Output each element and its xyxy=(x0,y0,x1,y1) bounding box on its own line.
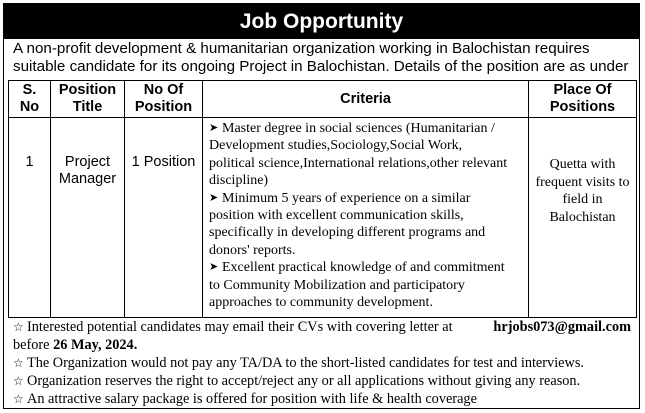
notes-section xyxy=(13,318,637,408)
note-text: An attractive salary package is offered for position with life & health coverage xyxy=(27,391,477,407)
header-text: No xyxy=(19,99,40,115)
header-text: No Of xyxy=(143,82,184,98)
note-text: before xyxy=(13,337,50,353)
star-icon: ☆ xyxy=(13,320,24,334)
row-sno: 1 xyxy=(9,118,51,318)
place-line: field in xyxy=(562,192,603,207)
criteria-list xyxy=(209,120,522,311)
row-position-title xyxy=(51,118,125,318)
header-text: Position xyxy=(58,82,117,98)
title-line: Project xyxy=(64,154,111,170)
header-position-title xyxy=(51,81,125,118)
intro-paragraph xyxy=(13,40,635,76)
star-icon: ☆ xyxy=(13,374,24,388)
header-text: Place Of xyxy=(553,82,612,98)
diamond-bullet-icon: ➤ xyxy=(209,261,219,274)
note-deadline xyxy=(13,336,637,354)
note-text: The Organization would not pay any TA/DA to the short-listed candidates for test and interviews. xyxy=(27,355,584,371)
criteria-line: Development studies,Sociology,Social Work, xyxy=(209,138,463,154)
job-advertisement xyxy=(3,3,640,409)
email-address[interactable]: hrjobs073@gmail.com xyxy=(493,319,631,335)
criteria-item xyxy=(209,259,522,311)
place-line: Balochistan xyxy=(549,209,616,225)
criteria-text: Minimum 5 years of experience on a similar xyxy=(222,190,471,206)
header-criteria: Criteria xyxy=(203,81,529,118)
criteria-line: political science,International relations,other relevant xyxy=(209,155,508,171)
star-icon: ☆ xyxy=(13,356,24,370)
criteria-line: approaches to community development. xyxy=(209,295,433,311)
header-sno xyxy=(9,81,51,118)
row-place xyxy=(529,118,637,318)
note-salary xyxy=(13,390,637,408)
header-text: Positions xyxy=(549,99,616,115)
criteria-line xyxy=(209,120,522,137)
note-apply xyxy=(13,318,637,336)
criteria-line: donors' reports. xyxy=(209,242,296,258)
place-line: Quetta with xyxy=(549,157,616,172)
row-no-of-position: 1 Position xyxy=(125,118,203,318)
criteria-line xyxy=(209,259,522,276)
criteria-item xyxy=(209,190,522,260)
header-no-of-position xyxy=(125,81,203,118)
row-criteria xyxy=(203,118,529,318)
intro-line: suitable candidate for its ongoing Project in Balochistan. Details of the position are as under xyxy=(13,58,629,75)
criteria-text: Excellent practical knowledge of and commitment xyxy=(222,260,505,276)
criteria-line: specifically in developing different programs and xyxy=(209,225,486,241)
ad-title: Job Opportunity xyxy=(4,4,639,39)
diamond-bullet-icon: ➤ xyxy=(209,191,219,204)
table-row xyxy=(9,118,637,318)
criteria-text: Master degree in social sciences (Humanitarian / xyxy=(222,121,495,136)
diamond-bullet-icon: ➤ xyxy=(209,122,219,134)
title-line: Manager xyxy=(58,171,117,187)
table-header-row xyxy=(9,81,637,118)
criteria-line xyxy=(209,190,522,207)
header-place xyxy=(529,81,637,118)
note-tada xyxy=(13,354,637,372)
header-text: Position xyxy=(134,99,193,115)
place-line: frequent visits to xyxy=(535,174,630,190)
criteria-line: discipline) xyxy=(209,173,269,189)
deadline-date: 26 May, 2024. xyxy=(53,337,138,353)
note-text: Organization reserves the right to accept/reject any or all applications without giving any reason. xyxy=(27,373,581,389)
note-rights xyxy=(13,372,637,390)
star-icon: ☆ xyxy=(13,392,24,406)
positions-table xyxy=(8,80,637,318)
criteria-line: position with excellent communication skills, xyxy=(209,208,464,224)
criteria-line: to Community Mobilization and participatory xyxy=(209,277,465,293)
intro-line: A non-profit development & humanitarian organization working in Balochistan requires xyxy=(13,40,590,57)
criteria-item xyxy=(209,120,522,190)
note-text: Interested potential candidates may email their CVs with covering letter at xyxy=(27,319,453,335)
header-text: S. xyxy=(22,82,37,98)
header-text: Title xyxy=(72,99,103,115)
